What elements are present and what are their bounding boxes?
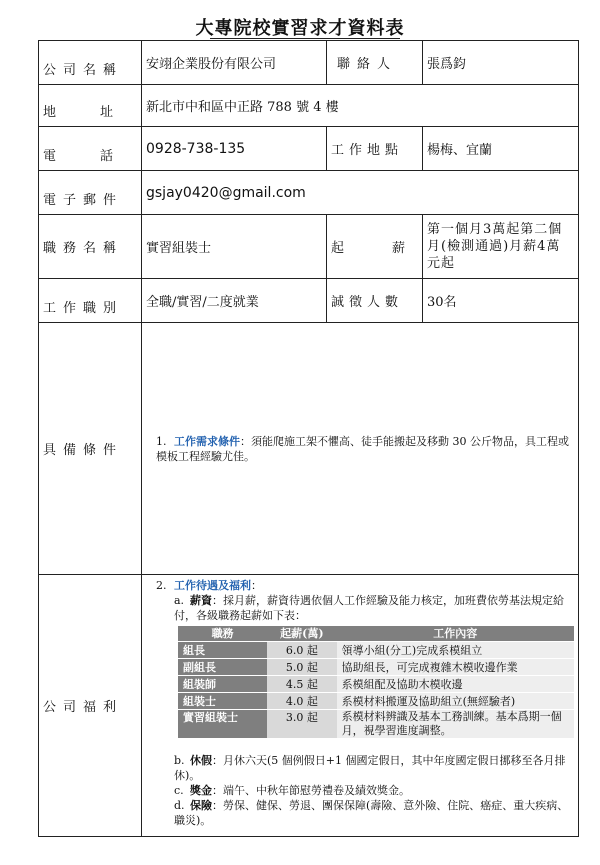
item-a-heading: 薪資: [190, 594, 212, 607]
item-d-text: ：勞保、健保、勞退、團保保障(壽險、意外險、住院、癌症、重大疾病、職災)。: [174, 799, 569, 827]
welfare-item-b: [174, 753, 574, 783]
phone-label: 電話: [39, 127, 142, 171]
salary-label: 起薪: [327, 215, 423, 279]
requirements-content: [142, 323, 579, 575]
row-company: [39, 41, 579, 85]
email-value: gsjay0420@gmail.com: [142, 171, 579, 215]
row-type: [39, 279, 579, 323]
address-label: 地址: [39, 85, 142, 127]
welfare-heading: 工作待遇及福利: [174, 579, 251, 592]
row-email: [39, 171, 579, 215]
company-value: 安翊企業股份有限公司: [142, 41, 327, 85]
item-b-letter: b.: [174, 754, 185, 767]
item-a-text: ：採月薪，薪資待遇依個人工作經驗及能力核定，加班費依勞基法規定給付，各級職務起薪如下表：: [174, 594, 564, 622]
salary-header-role: 職務: [178, 626, 267, 641]
type-label: 工作職別: [39, 279, 142, 323]
salary-row: [178, 642, 574, 658]
salary-row: [178, 676, 574, 692]
recruitment-form-table: [38, 40, 579, 837]
welfare-item-c: [174, 783, 574, 798]
salary-pay: 4.5 起: [267, 676, 336, 692]
salary-row: [178, 659, 574, 675]
salary-role: 組裝士: [178, 693, 267, 709]
company-label: 公司名稱: [39, 41, 142, 85]
row-address: [39, 85, 579, 127]
salary-role: 實習組裝士: [178, 710, 267, 738]
welfare-content: [142, 575, 579, 837]
welfare-heading-line: [156, 578, 574, 593]
salary-header-pay: 起薪(萬): [267, 626, 336, 641]
row-phone: [39, 127, 579, 171]
headcount-value: 30名: [423, 279, 579, 323]
salary-table: [178, 625, 574, 739]
headcount-label: 誠徵人數: [327, 279, 423, 323]
requirements-label: 具備條件: [39, 323, 142, 575]
row-job: [39, 215, 579, 279]
salary-table-header: [178, 626, 574, 641]
job-label: 職務名稱: [39, 215, 142, 279]
item-a-letter: a.: [174, 594, 185, 607]
welfare-item-d: [174, 798, 574, 828]
salary-duty: 系模材料辨識及基本工務訓練。基本爲期一個月，視學習進度調整。: [337, 710, 574, 738]
welfare-number: 2.: [156, 579, 167, 592]
salary-pay: 5.0 起: [267, 659, 336, 675]
location-label: 工作地點: [327, 127, 423, 171]
salary-duty: 領導小組(分工)完成系模組立: [337, 642, 574, 658]
item-d-heading: 保險: [190, 799, 212, 812]
row-requirements: [39, 323, 579, 575]
requirement-heading: 工作需求條件: [174, 434, 240, 448]
item-c-letter: c.: [174, 784, 184, 797]
salary-duty: 系模材料搬運及協助組立(無經驗者): [337, 693, 574, 709]
salary-duty: 系模組配及協助木模收邊: [337, 676, 574, 692]
contact-label: 聯絡人: [327, 41, 423, 85]
salary-row: [178, 710, 574, 738]
requirement-number: 1.: [156, 434, 167, 448]
salary-role: 組長: [178, 642, 267, 658]
welfare-item-a: [174, 593, 574, 623]
type-value: 全職/實習/二度就業: [142, 279, 327, 323]
phone-value: 0928-738-135: [142, 127, 327, 171]
salary-header-duty: 工作內容: [337, 626, 574, 641]
title-underline: [210, 38, 400, 39]
row-welfare: [39, 575, 579, 837]
requirement-text: ：須能爬施工架不懼高、徒手能搬起及移動 30 公斤物品，具工程或模板工程經驗尤佳。: [156, 434, 569, 463]
salary-role: 副組長: [178, 659, 267, 675]
salary-pay: 6.0 起: [267, 642, 336, 658]
salary-role: 組裝師: [178, 676, 267, 692]
item-c-text: ：端午、中秋年節慰勞禮卷及績效獎金。: [212, 784, 410, 797]
salary-pay: 3.0 起: [267, 710, 336, 738]
salary-pay: 4.0 起: [267, 693, 336, 709]
email-label: 電子郵件: [39, 171, 142, 215]
address-value: 新北市中和區中正路 788 號 4 樓: [142, 85, 579, 127]
welfare-label: 公司福利: [39, 575, 142, 837]
item-c-heading: 獎金: [190, 784, 212, 797]
item-b-heading: 休假: [190, 754, 212, 767]
salary-value: 第一個月3萬起第二個月(檢測通過)月薪4萬元起: [423, 215, 579, 279]
salary-duty: 協助組長，可完成複雜木模收邊作業: [337, 659, 574, 675]
location-value: 楊梅、宜蘭: [423, 127, 579, 171]
requirement-item: [156, 434, 574, 464]
job-value: 實習組裝士: [142, 215, 327, 279]
item-b-text: ：月休六天(5 個例假日+1 個國定假日，其中年度國定假日挪移至各月排休)。: [174, 754, 566, 782]
welfare-colon: ：: [251, 579, 262, 592]
item-d-letter: d.: [174, 799, 185, 812]
page-title: 大專院校實習求才資料表: [195, 18, 405, 39]
contact-value: 張爲鈞: [423, 41, 579, 85]
salary-row: [178, 693, 574, 709]
